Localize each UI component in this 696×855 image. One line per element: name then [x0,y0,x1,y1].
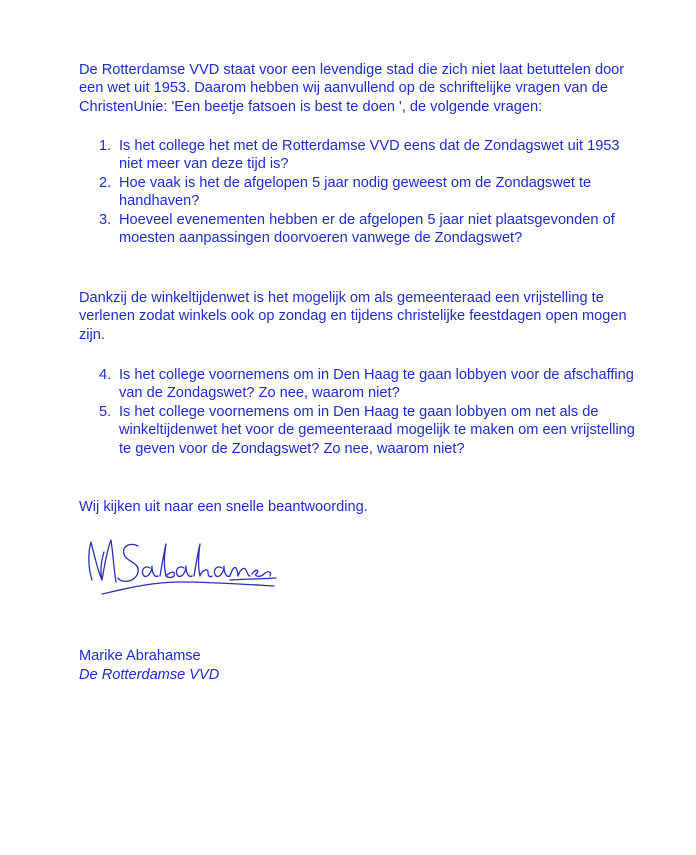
signer-party: De Rotterdamse VVD [79,667,220,683]
middle-paragraph: Dankzij de winkeltijdenwet is het mogelijk om als gemeenteraad een vrijstelling te verlenen zodat winkels ook op zondag en tijdens christelijke feestdagen open mogen zijn. [79,290,627,343]
question-text: Hoe vaak is het de afgelopen 5 jaar nodig geweest om de Zondagswet te handhaven? [119,174,592,210]
question-item [79,211,639,248]
question-item [79,174,639,211]
question-number: 5. [99,403,112,420]
question-text: Is het college het met de Rotterdamse VVD eens dat de Zondagswet uit 1953 niet meer van deze tijd is? [119,138,620,173]
handwritten-signature [80,532,280,604]
question-number: 2. [99,174,112,191]
closing-paragraph: Wij kijken uit naar een snelle beantwoording. [79,499,368,515]
signer-name: Marike Abrahamse [79,648,201,664]
question-item [79,366,639,403]
question-text: Hoeveel evenementen hebben er de afgelopen 5 jaar niet plaatsgevonden of moesten aanpassingen doorvoeren vanwege de Zondagswet? [119,211,615,247]
question-number: 4. [99,367,112,383]
question-text: Is het college voornemens om in Den Haag te gaan lobbyen om net als de winkeltijdenwet het voor de gemeenteraad mogelijk te maken om een vrijstelling te geven voor de Zondagswet? Zo nee, waarom niet? [119,403,635,457]
question-list-2 [79,366,639,458]
question-item [79,403,639,458]
question-item [79,137,639,174]
intro-paragraph: De Rotterdamse VVD staat voor een levendige stad die zich niet laat betuttelen door een wet uit 1953. Daarom hebben wij aanvullend op de schriftelijke vragen van de ChristenUnie: 'Een beetje fatsoen is best te doen ', de volgende vragen: [79,62,625,115]
question-text: Is het college voornemens om in Den Haag te gaan lobbyen voor de afschaffing van de Zondagswet? Zo nee, waarom niet? [119,367,634,402]
question-number: 3. [99,211,112,228]
question-list-1 [79,137,639,247]
question-number: 1. [99,138,112,154]
